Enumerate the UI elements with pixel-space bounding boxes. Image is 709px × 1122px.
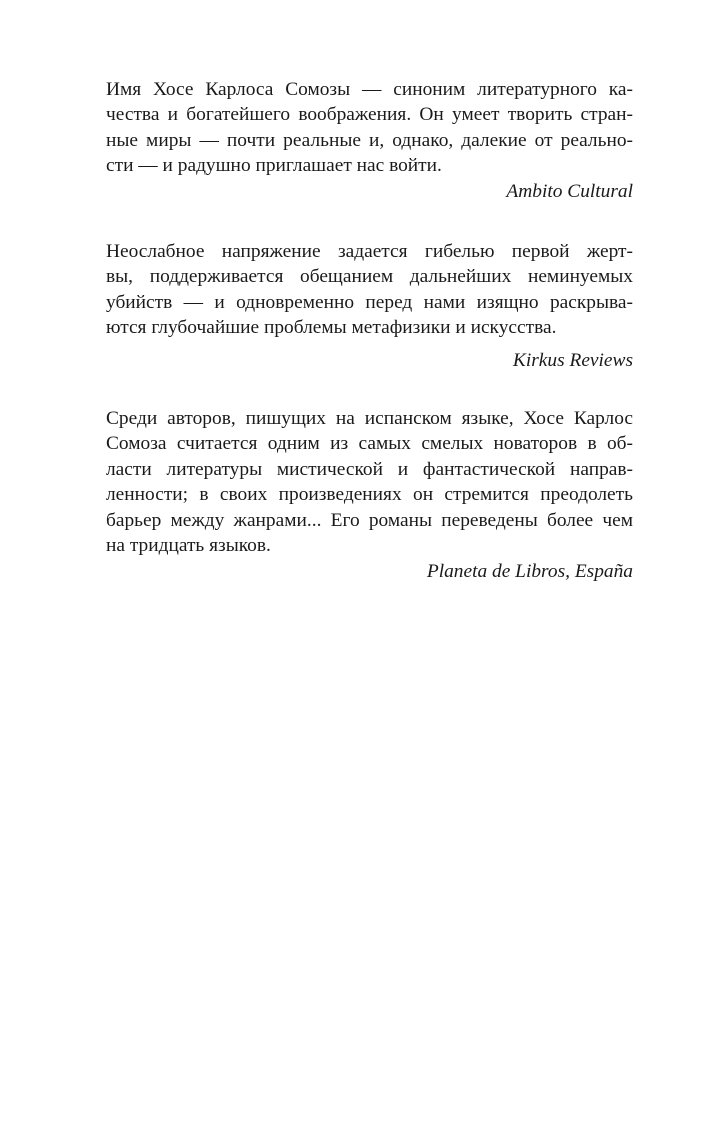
quote-line: сти — и радушно приглашает нас войти. [106, 155, 442, 177]
quote-line: Имя Хосе Карлоса Сомозы — синоним литературного ка- [106, 79, 633, 100]
quote-line: убийств — и одновременно перед нами изящно раскрыва- [106, 291, 633, 313]
review-block [106, 77, 633, 204]
quote-line: ласти литературы мистической и фантастической направ- [106, 458, 633, 480]
quote-line: на тридцать языков. [106, 535, 271, 557]
quote-line: Неослабное напряжение задается гибелью первой жерт- [106, 241, 633, 263]
review-source: Planeta de Libros, España [426, 560, 633, 582]
quote-line: Сомоза считается одним из самых смелых новаторов в об- [106, 433, 633, 455]
review-block [106, 239, 633, 373]
review-source: Kirkus Reviews [512, 349, 633, 371]
review-source: Ambito Cultural [506, 180, 633, 202]
quote-line: чества и богатейшего воображения. Он умеет творить стран- [106, 104, 633, 126]
quote-line: Среди авторов, пишущих на испанском языке, Хосе Карлос [106, 408, 633, 430]
review-quote [106, 77, 633, 179]
quote-line: ленности; в своих произведениях он стремится преодолеть [106, 484, 633, 506]
page-content [106, 77, 633, 584]
review-block [106, 406, 633, 584]
quote-line: барьер между жанрами... Его романы переведены более чем [106, 509, 633, 531]
quote-line: вы, поддерживается обещанием дальнейших неминуемых [106, 266, 633, 288]
quote-line: ются глубочайшие проблемы метафизики и искусства. [106, 317, 557, 339]
review-quote [106, 239, 633, 341]
review-quote [106, 406, 633, 558]
quote-line: ные миры — почти реальные и, однако, далекие от реально- [106, 129, 633, 151]
